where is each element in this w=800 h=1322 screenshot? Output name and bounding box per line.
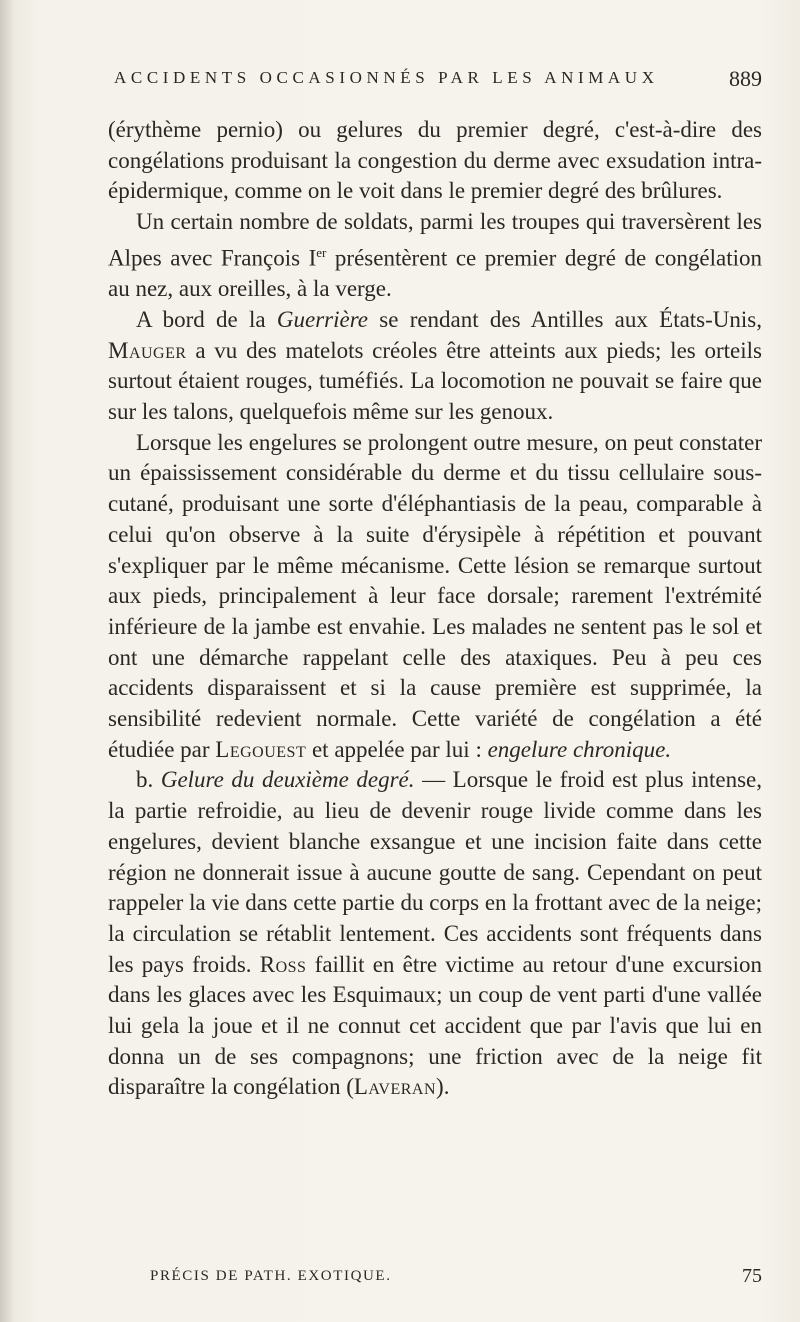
author-ross: Ross	[259, 951, 307, 977]
paragraph-4	[108, 428, 762, 766]
paragraph-2-text-a: Un certain nombre de soldats, parmi les troupes qui traversèrent les Alpes avec François I	[108, 209, 762, 271]
author-legouest: Legouest	[215, 736, 307, 762]
spine-shadow	[0, 0, 14, 1322]
running-title: ACCIDENTS OCCASIONNÉS PAR LES ANIMAUX	[114, 68, 659, 87]
paragraph-1	[108, 115, 762, 207]
paragraph-2-text-b: présentèrent ce premier degré de congélation au nez, aux oreilles, à la verge.	[108, 245, 762, 302]
ship-name: Guerrière	[276, 306, 368, 332]
author-mauger: Mauger	[108, 337, 187, 363]
paragraph-3-text-c: a vu des matelots créoles être atteints aux pieds; les orteils surtout étaient rouges, tuméfiés. La locomotion ne pouvait se faire que sur les talons, quelquefois même sur les genoux.	[108, 337, 762, 424]
term-engelure-chronique: engelure chronique.	[487, 736, 672, 762]
paragraph-5	[108, 765, 762, 1103]
paragraph-1-text: (érythème pernio) ou gelures du premier degré, c'est-à-dire des congélations produisant la congestion du derme avec exsudation intra-épidermique, comme on le voit dans le premier degré des brûlures.	[108, 117, 762, 204]
page-footer	[150, 1265, 762, 1294]
paragraph-5-text-b: faillit en être victime au retour d'une excursion dans les glaces avec les Esquimaux; un coup de vent parti d'une vallée lui gela la joue et il ne connut cet accident que par l'avis que lui en donna un de ses compagnons; une friction avec de la neige fit disparaître la congélation (	[108, 951, 762, 1100]
superscript-er: er	[316, 244, 327, 260]
paragraph-3	[108, 305, 762, 428]
page-number: 889	[729, 66, 762, 91]
paragraph-4-text-a: Lorsque les engelures se prolongent outre mesure, on peut constater un épaississement considérable du derme et du tissu cellulaire sous-cutané, produisant une sorte d'éléphantiasis de la peau, comparable à celui qu'on observe à la suite d'érysipèle à répétition et pouvant s'expliquer par le même mécanisme. Cette lésion se remarque surtout aux pieds, principalement à leur face dorsale; rarement l'extrémité inférieure de la jambe est envahie. Les malades ne sentent pas le sol et ont une démarche rappelant celle des ataxiques. Peu à peu ces accidents disparaissent et si la cause première est supprimée, la sensibilité redevient normale. Cette variété de congélation a été étudiée par	[108, 429, 762, 762]
body-text	[108, 115, 762, 1103]
section-label: b.	[136, 767, 154, 793]
section-heading: Gelure du deuxième degré.	[160, 767, 415, 793]
signature-number: 75	[742, 1265, 762, 1287]
paragraph-4-text-b: et appelée par lui :	[306, 736, 488, 762]
citation-laveran: Laveran	[353, 1074, 437, 1100]
paragraph-5-text-c: ).	[436, 1074, 450, 1100]
paragraph-3-text-a: A bord de la	[136, 306, 277, 332]
paragraph-5-text-a: — Lorsque le froid est plus intense, la partie refroidie, au lieu de devenir rouge livide comme dans les engelures, devient blanche exsangue et une incision faite dans cette région ne donnerait issue à aucune goutte de sang. Cependant on peut rappeler la vie dans cette partie du corps en la frottant avec de la neige; la circulation se rétablit lentement. Ces accidents sont fréquents dans les pays froids.	[108, 767, 762, 977]
signature-title: PRÉCIS DE PATH. EXOTIQUE.	[150, 1268, 392, 1284]
paragraph-3-text-b: se rendant des Antilles aux États-Unis,	[368, 306, 762, 332]
running-head	[114, 68, 762, 98]
paragraph-2	[108, 207, 762, 305]
